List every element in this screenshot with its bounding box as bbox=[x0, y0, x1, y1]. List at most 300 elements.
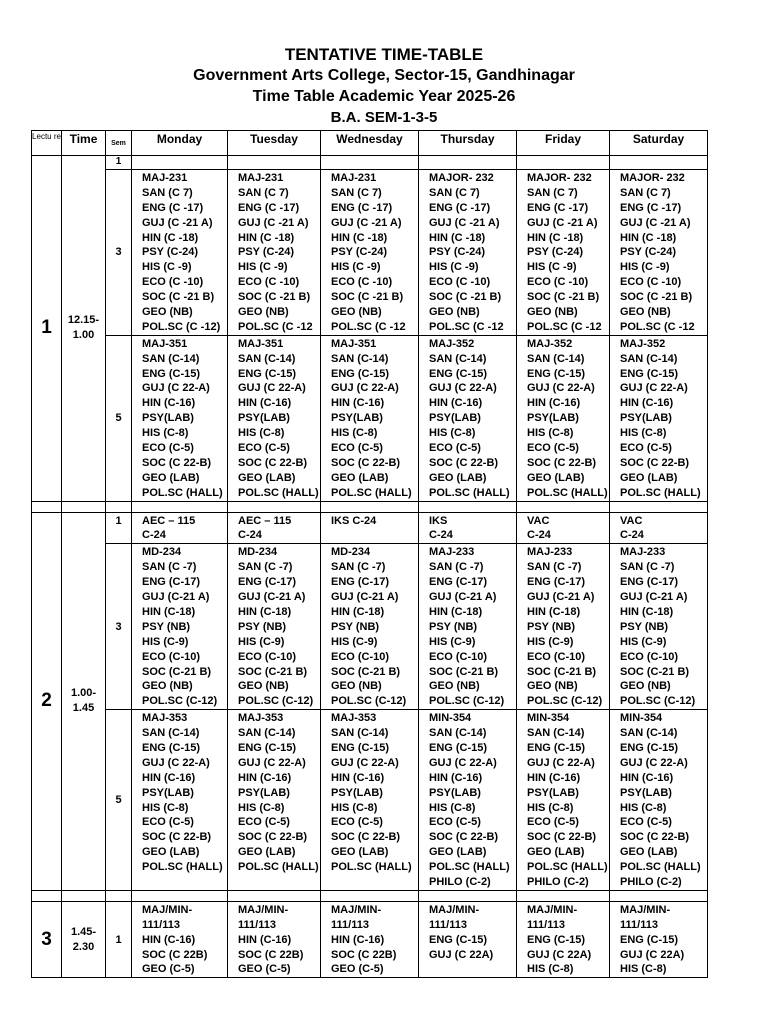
slot-line: ENG (C-17) bbox=[142, 576, 201, 589]
slot-line: HIS (C -9) bbox=[238, 261, 288, 274]
slot-line: HIN (C -18) bbox=[142, 231, 199, 244]
slot-line: SAN (C 7) bbox=[429, 186, 480, 199]
slot-line: ECO (C-10) bbox=[429, 650, 488, 663]
lecture-time: 1.45- 2.30 bbox=[62, 901, 106, 977]
slot-line: HIS (C-8) bbox=[620, 427, 667, 440]
slot-line: ENG (C-15) bbox=[429, 367, 488, 380]
slot-line: SAN (C-14) bbox=[527, 727, 585, 740]
slot-line: SAN (C -7) bbox=[527, 561, 582, 574]
slot-line: ENG (C-15) bbox=[238, 741, 297, 754]
slot-line: SAN (C-14) bbox=[142, 727, 200, 740]
slot-line: SAN (C-14) bbox=[238, 352, 296, 365]
slot-line: POL.SC (C -12 bbox=[238, 320, 313, 333]
slot-line: SAN (C-14) bbox=[620, 352, 678, 365]
slot-line: HIN (C-18) bbox=[238, 605, 292, 618]
slot-line: HIN (C-16) bbox=[620, 397, 674, 410]
slot-line: GEO (LAB) bbox=[142, 846, 200, 859]
slot-line: HIS (C-8) bbox=[238, 427, 285, 440]
slot-line: ECO (C-10) bbox=[142, 650, 201, 663]
slot-line: PHILO (C-2) bbox=[620, 875, 682, 888]
slot-friday bbox=[517, 544, 610, 710]
slot-line: ECO (C-5) bbox=[238, 442, 290, 455]
slot-line: GUJ (C -21 A) bbox=[238, 216, 309, 229]
slot-line: HIS (C-8) bbox=[238, 801, 285, 814]
slot-saturday bbox=[610, 170, 708, 336]
sem-number: 3 bbox=[106, 544, 132, 710]
slot-line: HIN (C-16) bbox=[527, 771, 581, 784]
slot-line: HIN (C-16) bbox=[331, 771, 385, 784]
slot-line: HIN (C -18) bbox=[620, 231, 677, 244]
slot-line: MD-234 bbox=[142, 546, 182, 559]
slot-line: SAN (C 7) bbox=[238, 186, 289, 199]
slot-line: ECO (C-5) bbox=[620, 816, 672, 829]
slot-line: HIS (C-9) bbox=[620, 635, 667, 648]
slot-line: SAN (C -7) bbox=[331, 561, 386, 574]
slot-line: ENG (C-15) bbox=[142, 741, 201, 754]
slot-line: GEO (C-5) bbox=[238, 963, 291, 976]
slot-line: SAN (C-14) bbox=[331, 727, 389, 740]
slot-line: HIS (C-8) bbox=[142, 801, 189, 814]
slot-line: VAC bbox=[620, 514, 643, 527]
slot-line: MAJ-353 bbox=[142, 712, 188, 725]
slot-line: SOC (C 22-B) bbox=[429, 831, 499, 844]
slot-line: GEO (NB) bbox=[142, 680, 193, 693]
lecture-number: 2 bbox=[32, 512, 62, 890]
slot-line: HIS (C-9) bbox=[331, 635, 378, 648]
slot-line: HIN (C-16) bbox=[238, 397, 292, 410]
slot-line: GEO (LAB) bbox=[620, 846, 678, 859]
slot-line: POL.SC (HALL) bbox=[527, 861, 608, 874]
slot-line: POL.SC (C-12) bbox=[142, 695, 218, 708]
slot-line: GUJ (C 22A) bbox=[527, 948, 592, 961]
slot-line: GUJ (C 22-A) bbox=[620, 756, 688, 769]
slot-line: HIS (C-8) bbox=[620, 801, 667, 814]
slot-thursday bbox=[419, 170, 517, 336]
empty-cell bbox=[517, 156, 610, 170]
slot-line: HIN (C -18) bbox=[527, 231, 584, 244]
slot-line: SAN (C 7) bbox=[331, 186, 382, 199]
slot-line: PSY(LAB) bbox=[620, 412, 672, 425]
slot-line: SOC (C 22B) bbox=[142, 948, 208, 961]
slot-line: HIN (C-16) bbox=[527, 397, 581, 410]
slot-line: GUJ (C-21 A) bbox=[527, 591, 595, 604]
slot-line: MAJ-231 bbox=[238, 172, 284, 184]
header-row bbox=[32, 131, 708, 156]
slot-wednesday bbox=[321, 544, 419, 710]
separator-cell bbox=[419, 501, 517, 512]
sem-row bbox=[32, 170, 708, 336]
slot-line: GUJ (C 22-A) bbox=[331, 382, 399, 395]
slot-line: GUJ (C 22-A) bbox=[527, 382, 595, 395]
separator-cell bbox=[62, 501, 106, 512]
slot-line: MAJOR- 232 bbox=[429, 172, 494, 184]
time-header: Time bbox=[62, 131, 106, 156]
slot-line: SOC (C -21 B) bbox=[238, 291, 311, 304]
slot-line: HIN (C -18) bbox=[429, 231, 486, 244]
slot-line: SOC (C 22-B) bbox=[527, 456, 597, 469]
empty-cell bbox=[132, 156, 228, 170]
slot-line: HIS (C-9) bbox=[429, 635, 476, 648]
slot-line: HIN (C-16) bbox=[331, 933, 385, 946]
slot-line: ECO (C-5) bbox=[238, 816, 290, 829]
separator-cell bbox=[228, 890, 321, 901]
slot-line: GEO (LAB) bbox=[142, 471, 200, 484]
slot-thursday bbox=[419, 710, 517, 891]
separator-cell bbox=[419, 890, 517, 901]
lecture-time: 12.15- 1.00 bbox=[62, 156, 106, 502]
academic-year: Time Table Academic Year 2025-26 bbox=[252, 88, 516, 105]
sem-row bbox=[32, 335, 708, 501]
sem-number: 1 bbox=[106, 901, 132, 977]
slot-line: ENG (C-15) bbox=[620, 741, 679, 754]
slot-line: MAJ-233 bbox=[527, 546, 573, 559]
slot-line: SAN (C-14) bbox=[429, 727, 487, 740]
slot-line: MAJ-352 bbox=[429, 337, 475, 350]
slot-line: SAN (C-14) bbox=[429, 352, 487, 365]
separator-cell bbox=[32, 501, 62, 512]
slot-line: AEC – 115 bbox=[142, 514, 196, 527]
slot-line: PSY (NB) bbox=[142, 620, 191, 633]
slot-friday bbox=[517, 512, 610, 544]
slot-line: HIS (C-8) bbox=[429, 801, 476, 814]
slot-line: PSY(LAB) bbox=[429, 412, 481, 425]
slot-line: ENG (C-15) bbox=[142, 367, 201, 380]
slot-line: C-24 bbox=[238, 529, 262, 542]
slot-line: MAJ-231 bbox=[331, 172, 377, 184]
slot-line: HIS (C-9) bbox=[527, 635, 574, 648]
slot-line: HIS (C-8) bbox=[527, 801, 574, 814]
slot-line: MAJ-351 bbox=[331, 337, 377, 350]
slot-line: HIS (C -9) bbox=[620, 261, 670, 274]
sem-row bbox=[32, 710, 708, 891]
slot-line: PSY(LAB) bbox=[142, 786, 194, 799]
slot-line: GEO (LAB) bbox=[527, 846, 585, 859]
separator-cell bbox=[321, 501, 419, 512]
slot-line: GEO (NB) bbox=[527, 306, 578, 319]
slot-line: MAJ-231 bbox=[142, 172, 188, 184]
slot-line: POL.SC (C -12 bbox=[620, 320, 695, 333]
slot-tuesday bbox=[228, 901, 321, 977]
slot-line: 111/113 bbox=[527, 918, 565, 931]
slot-line: IKS C-24 bbox=[331, 514, 377, 527]
slot-line: MAJ-352 bbox=[527, 337, 573, 350]
slot-line: MD-234 bbox=[331, 546, 371, 559]
slot-line: HIS (C-8) bbox=[429, 427, 476, 440]
slot-line: MIN-354 bbox=[527, 712, 570, 725]
slot-line: ENG (C -17) bbox=[429, 201, 491, 214]
slot-line: POL.SC (C -12 bbox=[527, 320, 602, 333]
slot-line: SAN (C-14) bbox=[620, 727, 678, 740]
slot-line: SAN (C -7) bbox=[620, 561, 675, 574]
slot-saturday bbox=[610, 544, 708, 710]
slot-line: GUJ (C 22-A) bbox=[620, 382, 688, 395]
slot-line: 111/113 bbox=[142, 918, 180, 931]
slot-line: ECO (C -10) bbox=[429, 276, 491, 289]
slot-thursday bbox=[419, 512, 517, 544]
slot-line: GEO (LAB) bbox=[429, 471, 487, 484]
slot-saturday bbox=[610, 335, 708, 501]
sem-number: 3 bbox=[106, 170, 132, 336]
slot-line: SOC (C 22B) bbox=[331, 948, 397, 961]
slot-line: ECO (C -10) bbox=[142, 276, 204, 289]
slot-line: POL.SC (C-12) bbox=[238, 695, 314, 708]
slot-monday bbox=[132, 544, 228, 710]
slot-line: 111/113 bbox=[331, 918, 369, 931]
slot-line: PSY(LAB) bbox=[331, 412, 383, 425]
slot-tuesday bbox=[228, 710, 321, 891]
slot-line: SOC (C-21 B) bbox=[238, 665, 308, 678]
slot-monday bbox=[132, 710, 228, 891]
slot-line: PSY (NB) bbox=[238, 620, 287, 633]
sem-row bbox=[32, 156, 708, 170]
slot-tuesday bbox=[228, 335, 321, 501]
college-name: Government Arts College, Sector-15, Gandhinagar bbox=[193, 67, 575, 84]
slot-line: AEC – 115 bbox=[238, 514, 292, 527]
slot-saturday bbox=[610, 901, 708, 977]
slot-line: GUJ (C -21 A) bbox=[527, 216, 598, 229]
slot-friday bbox=[517, 335, 610, 501]
slot-line: GEO (C-5) bbox=[142, 963, 195, 976]
slot-line: SOC (C 22-B) bbox=[142, 831, 212, 844]
slot-line: HIN (C-18) bbox=[429, 605, 483, 618]
slot-line: POL.SC (C-12) bbox=[429, 695, 505, 708]
slot-line: SOC (C 22-B) bbox=[620, 831, 690, 844]
slot-wednesday bbox=[321, 335, 419, 501]
slot-line: ENG (C-15) bbox=[620, 367, 679, 380]
slot-line: ECO (C-10) bbox=[527, 650, 586, 663]
slot-line: HIS (C-8) bbox=[331, 801, 378, 814]
slot-line: GEO (LAB) bbox=[238, 846, 296, 859]
slot-line: ECO (C -10) bbox=[620, 276, 682, 289]
slot-line: HIN (C-16) bbox=[142, 771, 196, 784]
slot-line: HIS (C-9) bbox=[238, 635, 285, 648]
slot-line: GUJ (C-21 A) bbox=[429, 591, 497, 604]
slot-line: SOC (C -21 B) bbox=[142, 291, 215, 304]
slot-line: GUJ (C 22-A) bbox=[429, 756, 497, 769]
slot-line: SAN (C-14) bbox=[527, 352, 585, 365]
slot-line: SOC (C -21 B) bbox=[527, 291, 600, 304]
slot-line: ECO (C-10) bbox=[238, 650, 297, 663]
separator-row bbox=[32, 501, 708, 512]
slot-line: POL.SC (HALL) bbox=[620, 486, 701, 499]
slot-line: GUJ (C-21 A) bbox=[142, 591, 210, 604]
slot-line: GEO (NB) bbox=[238, 306, 289, 319]
separator-cell bbox=[106, 890, 132, 901]
slot-line: SOC (C 22-B) bbox=[238, 456, 308, 469]
separator-row bbox=[32, 890, 708, 901]
slot-line: HIN (C-18) bbox=[527, 605, 581, 618]
slot-saturday bbox=[610, 512, 708, 544]
slot-line: POL.SC (C-12) bbox=[331, 695, 407, 708]
slot-line: GEO (LAB) bbox=[238, 471, 296, 484]
slot-line: HIN (C-16) bbox=[620, 771, 674, 784]
slot-line: MAJ/MIN- bbox=[238, 903, 289, 916]
slot-line: GUJ (C-21 A) bbox=[238, 591, 306, 604]
slot-line: HIN (C -18) bbox=[331, 231, 388, 244]
slot-line: GEO (NB) bbox=[429, 306, 480, 319]
timetable bbox=[31, 130, 708, 978]
slot-line: HIN (C-16) bbox=[238, 771, 292, 784]
slot-line: ENG (C -17) bbox=[238, 201, 300, 214]
slot-line: HIS (C-8) bbox=[331, 427, 378, 440]
slot-line: ECO (C-10) bbox=[620, 650, 679, 663]
separator-cell bbox=[321, 890, 419, 901]
slot-line: SOC (C -21 B) bbox=[620, 291, 693, 304]
slot-line: MAJ-233 bbox=[429, 546, 475, 559]
slot-line: SOC (C -21 B) bbox=[429, 291, 502, 304]
slot-line: SOC (C-21 B) bbox=[620, 665, 690, 678]
slot-line: ECO (C-5) bbox=[142, 816, 194, 829]
slot-line: SAN (C-14) bbox=[238, 727, 296, 740]
slot-line: SOC (C 22-B) bbox=[238, 831, 308, 844]
slot-line: MAJOR- 232 bbox=[620, 172, 685, 184]
slot-line: POL.SC (C -12) bbox=[142, 320, 221, 333]
slot-line: HIN (C-16) bbox=[142, 397, 196, 410]
slot-line: SOC (C 22-B) bbox=[331, 456, 401, 469]
sem-row bbox=[32, 512, 708, 544]
slot-line: PSY (NB) bbox=[620, 620, 669, 633]
slot-wednesday bbox=[321, 170, 419, 336]
slot-line: POL.SC (HALL) bbox=[331, 861, 412, 874]
slot-monday bbox=[132, 512, 228, 544]
separator-cell bbox=[610, 890, 708, 901]
slot-line: HIN (C-16) bbox=[429, 771, 483, 784]
slot-line: PSY (C-24) bbox=[620, 246, 677, 259]
lecture-number: 3 bbox=[32, 901, 62, 977]
sem-number: 1 bbox=[106, 156, 132, 170]
slot-line: POL.SC (HALL) bbox=[527, 486, 608, 499]
document-header bbox=[0, 44, 768, 128]
slot-line: GUJ (C 22-A) bbox=[142, 382, 210, 395]
slot-monday bbox=[132, 901, 228, 977]
slot-line: HIS (C-8) bbox=[142, 427, 189, 440]
slot-tuesday bbox=[228, 544, 321, 710]
slot-line: GEO (NB) bbox=[238, 680, 289, 693]
slot-line: SOC (C 22-B) bbox=[620, 456, 690, 469]
slot-line: SOC (C 22-B) bbox=[331, 831, 401, 844]
empty-cell bbox=[610, 156, 708, 170]
slot-line: HIN (C-16) bbox=[238, 933, 292, 946]
slot-line: HIS (C-8) bbox=[527, 963, 574, 976]
slot-line: MD-234 bbox=[238, 546, 278, 559]
slot-wednesday bbox=[321, 710, 419, 891]
separator-cell bbox=[62, 890, 106, 901]
sem-row bbox=[32, 544, 708, 710]
slot-line: ENG (C-15) bbox=[429, 933, 488, 946]
slot-line: IKS bbox=[429, 514, 448, 527]
sem-number: 5 bbox=[106, 710, 132, 891]
slot-line: POL.SC (C-12) bbox=[527, 695, 603, 708]
slot-line: PSY(LAB) bbox=[142, 412, 194, 425]
program-name: B.A. SEM-1-3-5 bbox=[330, 109, 438, 126]
day-header-tuesday: Tuesday bbox=[228, 131, 321, 156]
slot-line: MAJ-352 bbox=[620, 337, 666, 350]
slot-line: PSY(LAB) bbox=[331, 786, 383, 799]
slot-line: MAJ-233 bbox=[620, 546, 666, 559]
slot-line: GUJ (C -21 A) bbox=[620, 216, 691, 229]
sem-number: 1 bbox=[106, 512, 132, 544]
slot-line: GEO (NB) bbox=[142, 306, 193, 319]
slot-line: HIS (C -9) bbox=[429, 261, 479, 274]
slot-line: ECO (C-10) bbox=[331, 650, 390, 663]
slot-line: ENG (C -17) bbox=[620, 201, 682, 214]
slot-friday bbox=[517, 170, 610, 336]
slot-line: HIN (C-16) bbox=[331, 397, 385, 410]
slot-line: 111/113 bbox=[238, 918, 276, 931]
slot-line: ECO (C-5) bbox=[527, 816, 579, 829]
slot-line: POL.SC (C-12) bbox=[620, 695, 696, 708]
slot-line: SAN (C 7) bbox=[527, 186, 578, 199]
slot-line: GUJ (C-21 A) bbox=[331, 591, 399, 604]
slot-line: MAJ/MIN- bbox=[429, 903, 480, 916]
slot-line: ENG (C-17) bbox=[238, 576, 297, 589]
empty-cell bbox=[419, 156, 517, 170]
slot-line: HIS (C-8) bbox=[620, 963, 667, 976]
slot-line: ENG (C -17) bbox=[142, 201, 204, 214]
slot-line: GUJ (C 22-A) bbox=[238, 382, 306, 395]
slot-line: SOC (C-21 B) bbox=[331, 665, 401, 678]
slot-line: HIN (C-16) bbox=[429, 397, 483, 410]
slot-line: HIS (C -9) bbox=[142, 261, 192, 274]
separator-cell bbox=[228, 501, 321, 512]
slot-wednesday bbox=[321, 901, 419, 977]
slot-line: GUJ (C-21 A) bbox=[620, 591, 688, 604]
slot-line: ECO (C-5) bbox=[620, 442, 672, 455]
separator-cell bbox=[132, 501, 228, 512]
slot-line: PSY (NB) bbox=[527, 620, 576, 633]
slot-line: GEO (NB) bbox=[527, 680, 578, 693]
slot-line: SOC (C -21 B) bbox=[331, 291, 404, 304]
slot-line: ENG (C -17) bbox=[331, 201, 393, 214]
slot-line: SAN (C 7) bbox=[142, 186, 193, 199]
day-header-friday: Friday bbox=[517, 131, 610, 156]
slot-line: MIN-354 bbox=[429, 712, 472, 725]
lecture-time: 1.00- 1.45 bbox=[62, 512, 106, 890]
slot-line: SOC (C-21 B) bbox=[527, 665, 597, 678]
lecture-header: Lectu re bbox=[32, 131, 62, 156]
slot-line: ENG (C-15) bbox=[620, 933, 679, 946]
slot-line: ENG (C-17) bbox=[331, 576, 390, 589]
slot-line: ENG (C-17) bbox=[527, 576, 586, 589]
slot-line: GEO (NB) bbox=[620, 680, 671, 693]
slot-line: HIN (C -18) bbox=[238, 231, 295, 244]
slot-line: GEO (C-5) bbox=[331, 963, 384, 976]
slot-line: PSY (C-24) bbox=[331, 246, 388, 259]
slot-line: HIS (C -9) bbox=[331, 261, 381, 274]
slot-line: PSY (C-24) bbox=[238, 246, 295, 259]
slot-line: SAN (C -7) bbox=[238, 561, 293, 574]
slot-line: ECO (C -10) bbox=[238, 276, 300, 289]
slot-line: GUJ (C 22-A) bbox=[331, 756, 399, 769]
slot-line: POL.SC (HALL) bbox=[142, 486, 223, 499]
slot-line: SAN (C-14) bbox=[142, 352, 200, 365]
day-header-wednesday: Wednesday bbox=[321, 131, 419, 156]
slot-line: GUJ (C 22-A) bbox=[238, 756, 306, 769]
slot-monday bbox=[132, 170, 228, 336]
slot-line: ECO (C-5) bbox=[527, 442, 579, 455]
slot-line: POL.SC (HALL) bbox=[429, 861, 510, 874]
slot-line: ECO (C -10) bbox=[331, 276, 393, 289]
slot-line: SAN (C -7) bbox=[429, 561, 484, 574]
slot-line: SOC (C-21 B) bbox=[142, 665, 212, 678]
slot-line: POL.SC (HALL) bbox=[429, 486, 510, 499]
slot-line: SOC (C-21 B) bbox=[429, 665, 499, 678]
slot-line: PHILO (C-2) bbox=[429, 875, 491, 888]
slot-line: HIS (C-9) bbox=[142, 635, 189, 648]
sem-header: Sem bbox=[106, 131, 132, 156]
slot-line: C-24 bbox=[527, 529, 551, 542]
slot-line: ENG (C-15) bbox=[331, 741, 390, 754]
